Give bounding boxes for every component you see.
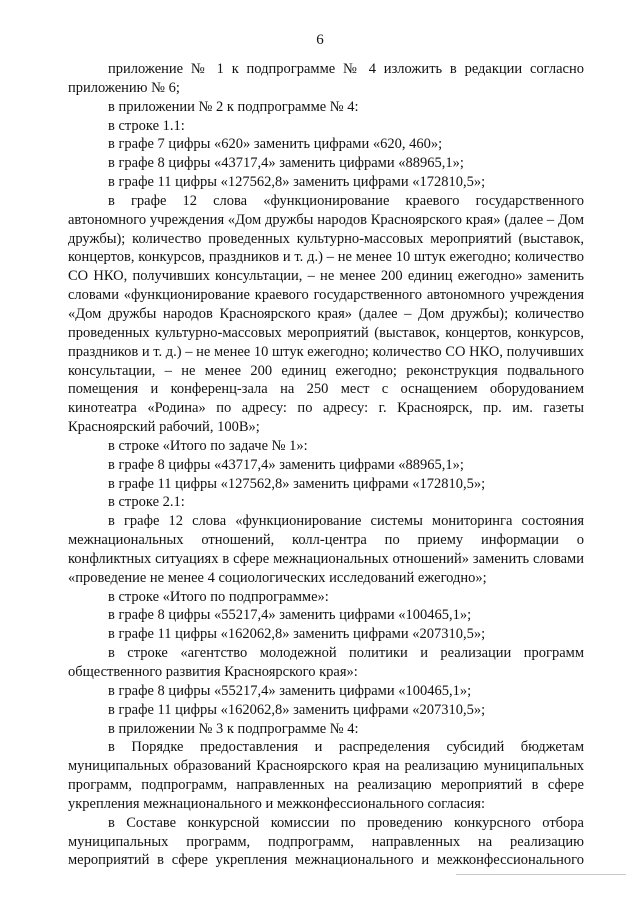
paragraph: в строке «Итого по подпрограмме»: [108, 588, 329, 605]
page-number: 6 [316, 32, 324, 48]
scan-edge-line [456, 874, 626, 875]
paragraph: в графе 8 цифры «43717,4» заменить цифрами «88965,1»; [108, 155, 464, 172]
paragraph: в строке «агентство молодежной политики и реализации программ общественного развития Красноярского края»: [68, 645, 584, 680]
paragraph: в Составе конкурсной комиссии по проведению конкурсного отбора муниципальных программ, подпрограмм, направленных на реализацию мероприятий в сфере укрепления межнационального и межконфессионального [68, 814, 584, 869]
paragraph: в приложении № 3 к подпрограмме № 4: [108, 720, 359, 737]
paragraph: в графе 8 цифры «43717,4» заменить цифрами «88965,1»; [108, 456, 464, 473]
paragraph: в строке «Итого по задаче № 1»: [108, 437, 308, 454]
paragraph: в графе 8 цифры «55217,4» заменить цифрами «100465,1»; [108, 607, 472, 624]
paragraph: в графе 11 цифры «127562,8» заменить цифрами «172810,5»; [108, 174, 486, 191]
paragraph: в графе 11 цифры «162062,8» заменить цифрами «207310,5»; [108, 626, 486, 643]
paragraph: в приложении № 2 к подпрограмме № 4: [108, 98, 359, 115]
paragraph: в графе 8 цифры «55217,4» заменить цифрами «100465,1»; [108, 682, 472, 699]
paragraph: в графе 7 цифры «620» заменить цифрами «620, 460»; [108, 136, 443, 153]
document-body [68, 60, 584, 870]
paragraph: в графе 11 цифры «127562,8» заменить цифрами «172810,5»; [108, 475, 486, 492]
paragraph: в графе 12 слова «функционирование краевого государственного автономного учреждения «Дом дружбы народов Красноярского края» (далее – Дом дружбы); количество проведенных культурно-массовых мероприятий (выставок, концертов, конкурсов, праздников и т. д.) – не менее 10 штук ежегодно; количество СО НКО, получивших консультации, – не менее 200 единиц ежегодно» заменить словами «функционирование краевого государственного автономного учреждения «Дом дружбы народов Красноярского края» (далее – Дом дружбы); количество проведенных культурно-массовых мероприятий (выставок, концертов, конкурсов, праздников и т. д.) – не менее 10 штук ежегодно; количество СО НКО, получивших консультации, – не менее 200 единиц ежегодно; реконструкция подвального помещения и конференц-зала на 250 мест с оснащением оборудованием кинотеатра «Родина» по адресу: по адресу: г. Красноярск, пр. им. газеты Красноярский рабочий, 100В»; [68, 192, 584, 436]
paragraph: в строке 1.1: [108, 117, 185, 134]
paragraph: в графе 12 слова «функционирование системы мониторинга состояния межнациональных отношений, колл-центра по приему информации о конфликтных ситуациях в сфере межнациональных отношений» заменить словами «проведение не менее 4 социологических исследований ежегодно»; [68, 513, 584, 586]
paragraph: приложение № 1 к подпрограмме № 4 изложить в редакции согласно приложению № 6; [68, 61, 584, 96]
paragraph: в строке 2.1: [108, 494, 185, 511]
paragraph: в Порядке предоставления и распределения субсидий бюджетам муниципальных образований Красноярского края на реализацию муниципальных программ, подпрограмм, направленных на реализацию мероприятий в сфере укрепления межнационального и межконфессионального согласия: [68, 739, 584, 812]
paragraph: в графе 11 цифры «162062,8» заменить цифрами «207310,5»; [108, 701, 486, 718]
